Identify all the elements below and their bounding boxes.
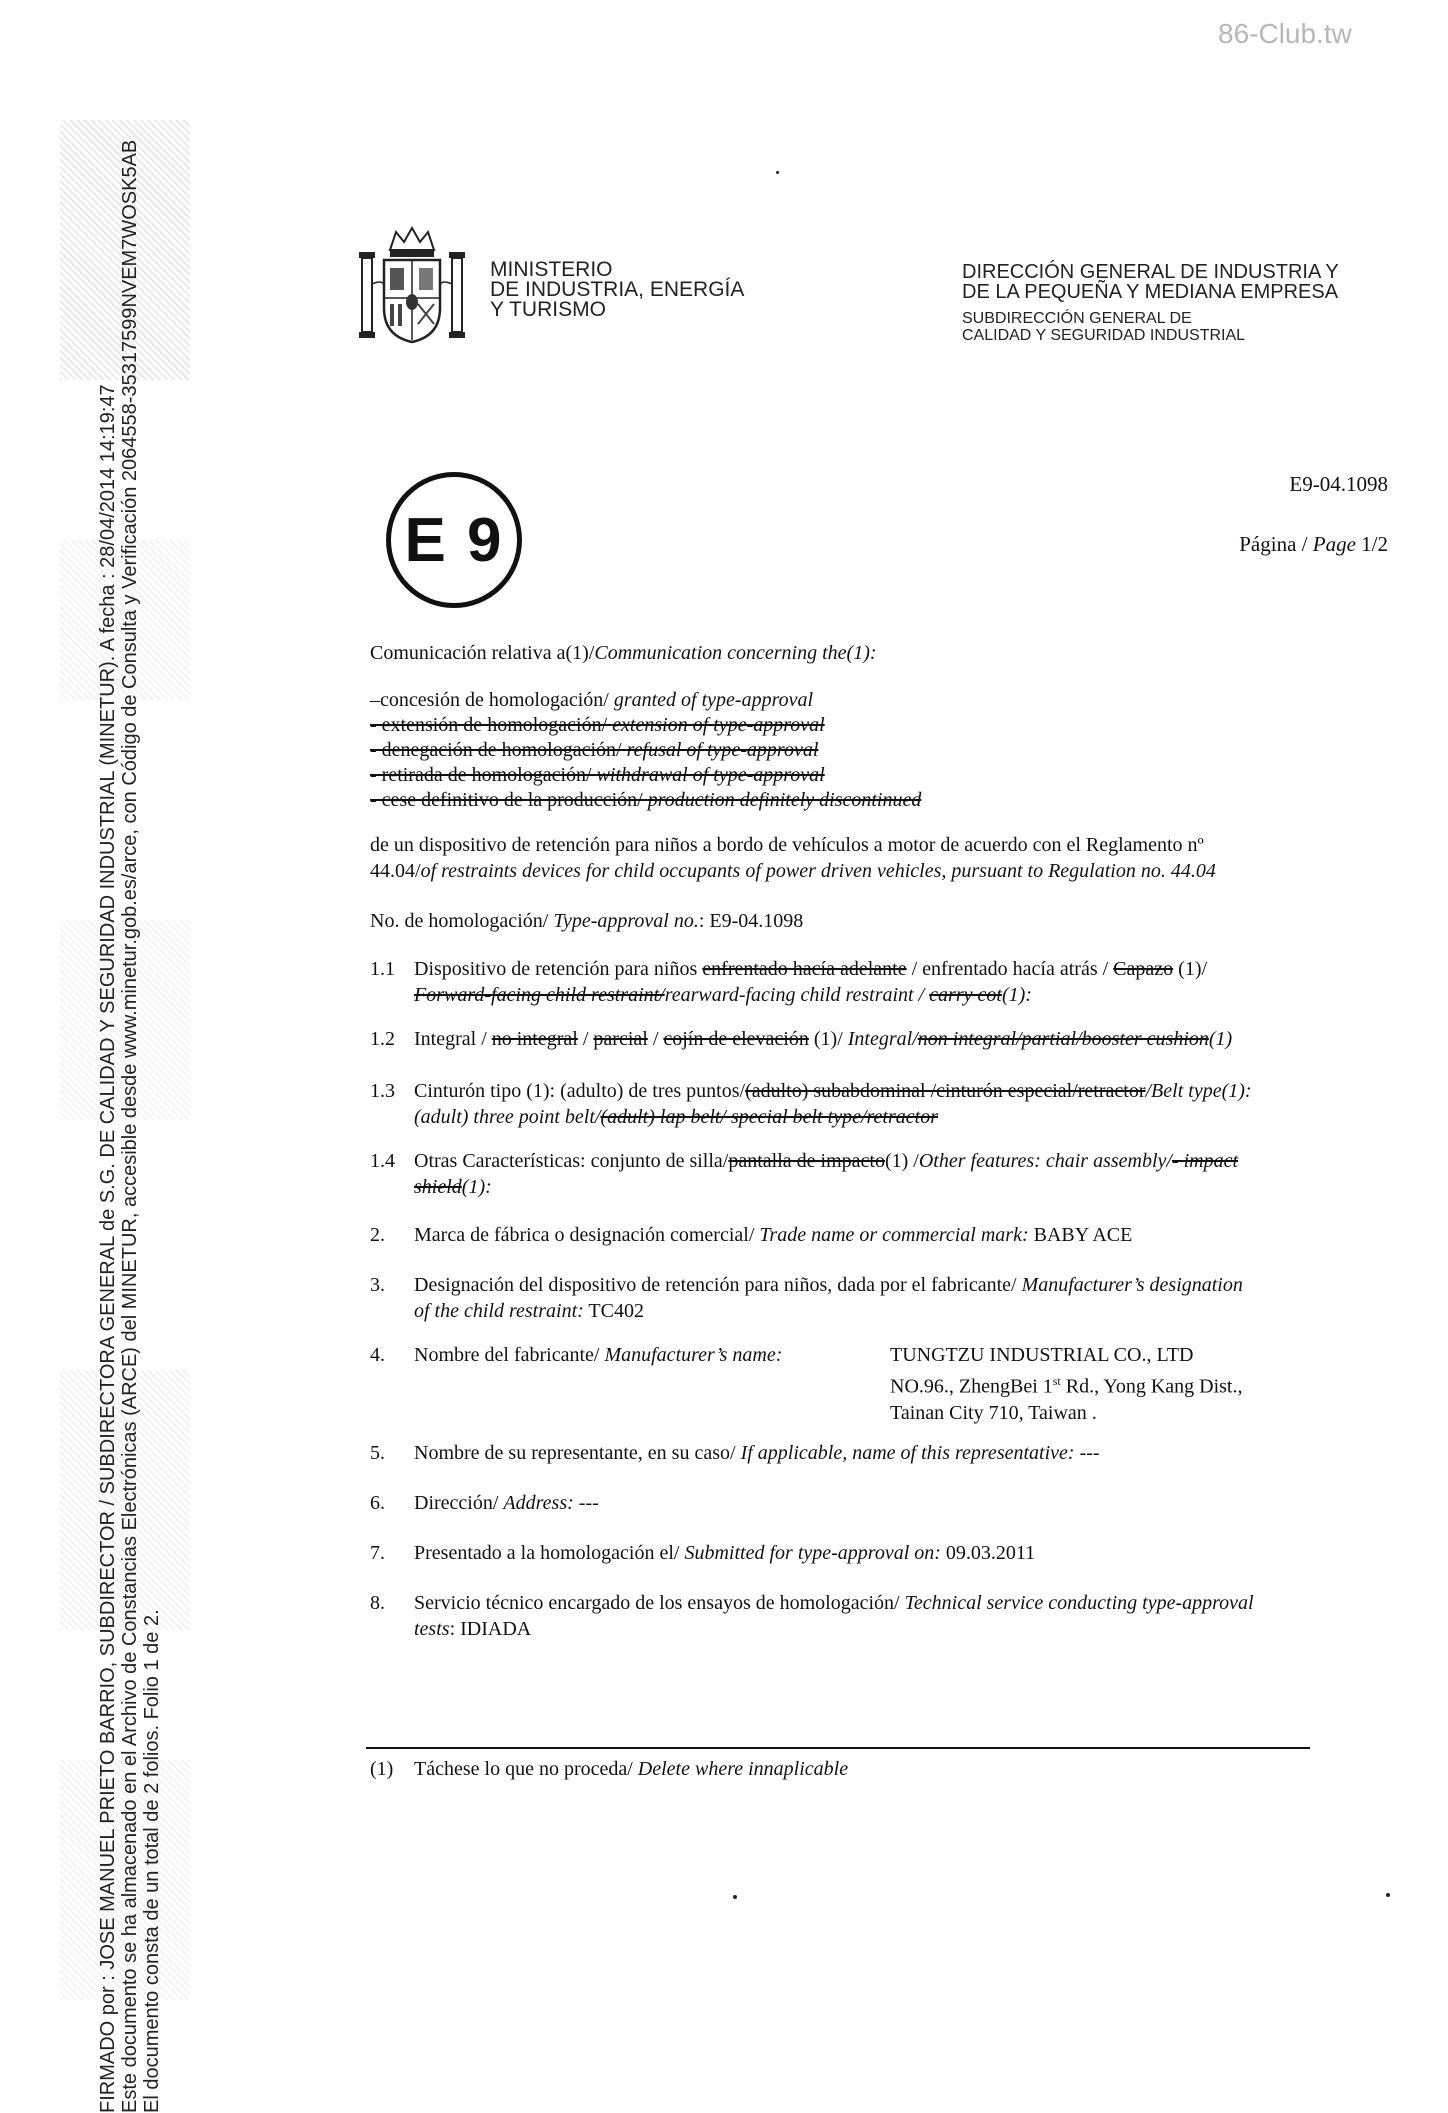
option-withdrawal: [370, 763, 921, 788]
item-text-struck: cojín de elevación: [663, 1028, 809, 1050]
footnote-es: Táchese lo que no proceda/: [414, 1758, 638, 1780]
subdireccion-line: CALIDAD Y SEGURIDAD INDUSTRIAL: [962, 327, 1246, 344]
item-number: 8.: [370, 1592, 385, 1614]
item-text: Submitted for type-approval on:: [684, 1542, 941, 1564]
item-1-1: [370, 956, 1310, 1008]
item-number: 4.: [370, 1344, 385, 1366]
item-8: [370, 1590, 1310, 1642]
signature-line-folio: El documento consta de un total de 2 folios. Folio 1 de 2.: [141, 1609, 163, 2113]
item-text: Cinturón tipo (1): (adulto) de tres puntos/: [414, 1080, 746, 1102]
option-es: –concesión de homologación/: [370, 689, 614, 711]
technical-service-value: : IDIADA: [449, 1618, 532, 1640]
item-2: [370, 1222, 1310, 1248]
page-number: 1/2: [1355, 532, 1388, 556]
item-text: Nombre del fabricante/: [414, 1344, 605, 1366]
option-es: - cese definitivo de la producción/: [370, 789, 648, 811]
item-number: 7.: [370, 1542, 385, 1564]
item-text: /Belt type(1):: [1145, 1080, 1252, 1102]
item-text: / enfrentado hacía atrás /: [906, 958, 1114, 980]
item-7: [370, 1540, 1310, 1566]
submitted-date-value: 09.03.2011: [940, 1542, 1036, 1564]
approval-mark-e9: E 9: [386, 472, 522, 608]
item-text: /: [577, 1028, 594, 1050]
item-text: Presentado a la homologación el/: [414, 1542, 685, 1564]
manufacturer-address: [890, 1342, 1242, 1426]
approval-no-es: No. de homologación/: [370, 910, 554, 932]
device-es: de un dispositivo de retención para niños a bordo de vehículos a motor de acuerdo con el Reglamento nº: [370, 834, 1204, 856]
item-text: Manufacturer’s name:: [604, 1344, 783, 1366]
item-text: Otras Características: conjunto de silla/: [414, 1150, 729, 1172]
item-text: Marca de fábrica o designación comercial/: [414, 1224, 760, 1246]
device-en: of restraints devices for child occupants of power driven vehicles, pursuant to Regulation no. 44.04: [420, 860, 1216, 882]
footnote: [370, 1756, 848, 1782]
item-text-struck: Forward-facing child restraint/: [414, 984, 665, 1006]
item-text-struck: enfrentado hacía adelante: [702, 958, 907, 980]
address-value: ---: [573, 1492, 599, 1514]
item-3: [370, 1272, 1310, 1324]
item-text: Trade name or commercial mark:: [759, 1224, 1029, 1246]
item-number: 3.: [370, 1274, 385, 1296]
trade-name-value: BABY ACE: [1028, 1224, 1133, 1246]
ministry-line: DE INDUSTRIA, ENERGÍA: [490, 278, 745, 301]
item-text: (adult) three point belt/: [414, 1106, 601, 1128]
item-text: Designación del dispositivo de retención para niños, dada por el fabricante/: [414, 1274, 1022, 1296]
scan-speck: [776, 171, 779, 174]
option-en: refusal of type-approval: [626, 739, 819, 761]
direccion-line: DIRECCIÓN GENERAL DE INDUSTRIA Y: [962, 261, 1339, 283]
communication-options: [370, 688, 921, 813]
ministry-heading: [490, 260, 744, 320]
address-line: Tainan City 710, Taiwan .: [890, 1401, 1097, 1424]
communication-line: [370, 640, 877, 666]
option-granted: [370, 688, 921, 713]
item-text: Servicio técnico encargado de los ensayos de homologación/: [414, 1592, 905, 1614]
option-es: - retirada de homologación/: [370, 764, 597, 786]
address-line: NO.96., ZhengBei 1: [890, 1375, 1053, 1398]
footnote-en: Delete where innaplicable: [637, 1758, 849, 1780]
device-regulation-num: 44.04/: [370, 860, 421, 882]
manufacturer-name: TUNGTZU INDUSTRIAL CO., LTD: [890, 1344, 1194, 1366]
ministry-line: Y TURISMO: [490, 298, 606, 321]
item-text: rearward-facing child restraint /: [664, 984, 930, 1006]
option-en: extension of type-approval: [612, 714, 825, 736]
item-5: [370, 1440, 1310, 1466]
item-text: (1):: [1001, 984, 1032, 1006]
item-text-struck: carry cot: [929, 984, 1002, 1006]
footnote-divider: [366, 1747, 1310, 1749]
page-label-es: Página /: [1239, 532, 1313, 556]
option-en: production definitely discontinued: [647, 789, 922, 811]
item-text-struck: no integral: [491, 1028, 578, 1050]
approval-no-en: Type-approval no.: [553, 910, 699, 932]
direccion-general: [962, 262, 1339, 344]
item-text: Nombre de su representante, en su caso/: [414, 1442, 741, 1464]
ministry-line: MINISTERIO: [490, 258, 613, 281]
footnote-number: (1): [370, 1758, 394, 1780]
direccion-line: DE LA PEQUEÑA Y MEDIANA EMPRESA: [962, 281, 1339, 303]
signature-strip: [97, 113, 163, 2113]
signature-line-archive: Este documento se ha almacenado en el Archivo de Constancias Electrónicas (ARCE) del MINETUR, accesible desde www.minetur.gob.es/arce, con Código de Consulta y Verificación 2064558-35317599NVEM7WOSK5AB: [119, 139, 141, 2113]
item-text-struck: non integral/partial/booster cushion: [917, 1028, 1209, 1050]
page-label-en: Page: [1312, 532, 1356, 556]
item-text: (1) /: [884, 1150, 919, 1172]
approval-number-line: [370, 908, 803, 934]
item-text: Technical service conducting type-approval: [904, 1592, 1254, 1614]
item-text: tests: [414, 1618, 450, 1640]
item-text: (1): [1208, 1028, 1233, 1050]
item-number: 1.2: [370, 1028, 395, 1050]
item-number: 1.3: [370, 1080, 395, 1102]
option-es: - extensión de homologación/: [370, 714, 613, 736]
item-number: 1.1: [370, 958, 395, 980]
item-text: (1)/: [1173, 958, 1208, 980]
address-line: Rd., Yong Kang Dist.,: [1060, 1375, 1243, 1398]
item-number: 1.4: [370, 1150, 395, 1172]
item-text: Dirección/: [414, 1492, 504, 1514]
address-sup: st: [1052, 1374, 1061, 1388]
option-extension: [370, 713, 921, 738]
device-paragraph: [370, 832, 1310, 884]
scan-speck: [1386, 1893, 1390, 1897]
site-watermark: 86-Club.tw: [1218, 18, 1352, 49]
item-text: (1)/: [808, 1028, 848, 1050]
communication-es: Comunicación relativa a(1)/: [370, 642, 595, 664]
item-text: (1):: [461, 1176, 492, 1198]
item-text-struck: pantalla de impacto: [728, 1150, 885, 1172]
option-en: withdrawal of type-approval: [596, 764, 825, 786]
item-1-3: [370, 1078, 1310, 1130]
item-number: 5.: [370, 1442, 385, 1464]
item-1-2: [370, 1026, 1310, 1052]
item-text: /: [647, 1028, 664, 1050]
item-text: Integral /: [414, 1028, 492, 1050]
item-text: of the child restraint:: [414, 1300, 584, 1322]
designation-value: TC402: [583, 1300, 644, 1322]
item-6: [370, 1490, 1310, 1516]
page-indicator: [1239, 532, 1388, 557]
option-discontinued: [370, 788, 921, 813]
option-refusal: [370, 738, 921, 763]
option-en: granted of type-approval: [613, 689, 814, 711]
item-text-struck: parcial: [593, 1028, 648, 1050]
item-number: 6.: [370, 1492, 385, 1514]
item-1-4: [370, 1148, 1310, 1200]
approval-no-value: : E9-04.1098: [698, 910, 804, 932]
signature-line-signed: FIRMADO por : JOSE MANUEL PRIETO BARRIO, SUBDIRECTOR / SUBDIRECTORA GENERAL de S.G. DE CALIDAD Y SEGURIDAD INDUSTRIAL (MINETUR). A fecha : 28/04/2014 14:19:47: [97, 384, 119, 2113]
item-text: Manufacturer’s designation: [1021, 1274, 1243, 1296]
item-text-struck: (adult) lap belt/ special belt type/retractor: [600, 1106, 938, 1128]
item-text: Integral/: [847, 1028, 918, 1050]
item-text: Dispositivo de retención para niños: [414, 958, 703, 980]
item-text: Address:: [503, 1492, 574, 1514]
option-es: - denegación de homologación/: [370, 739, 627, 761]
item-number: 2.: [370, 1224, 385, 1246]
reference-number: E9-04.1098: [1289, 472, 1388, 496]
representative-value: ---: [1074, 1442, 1100, 1464]
coat-of-arms-icon: [356, 224, 468, 348]
communication-en: Communication concerning the(1):: [594, 642, 877, 664]
item-text-struck: - impact shield: [414, 1150, 1239, 1198]
item-text: If applicable, name of this representative:: [740, 1442, 1075, 1464]
item-text: Other features: chair assembly/: [918, 1150, 1172, 1172]
subdireccion-line: SUBDIRECCIÓN GENERAL DE: [962, 310, 1192, 327]
item-text-struck: (adulto) subabdominal /cinturón especial/retractor: [745, 1080, 1146, 1102]
scan-speck: [733, 1895, 737, 1899]
item-text-struck: Capazo: [1113, 958, 1174, 980]
